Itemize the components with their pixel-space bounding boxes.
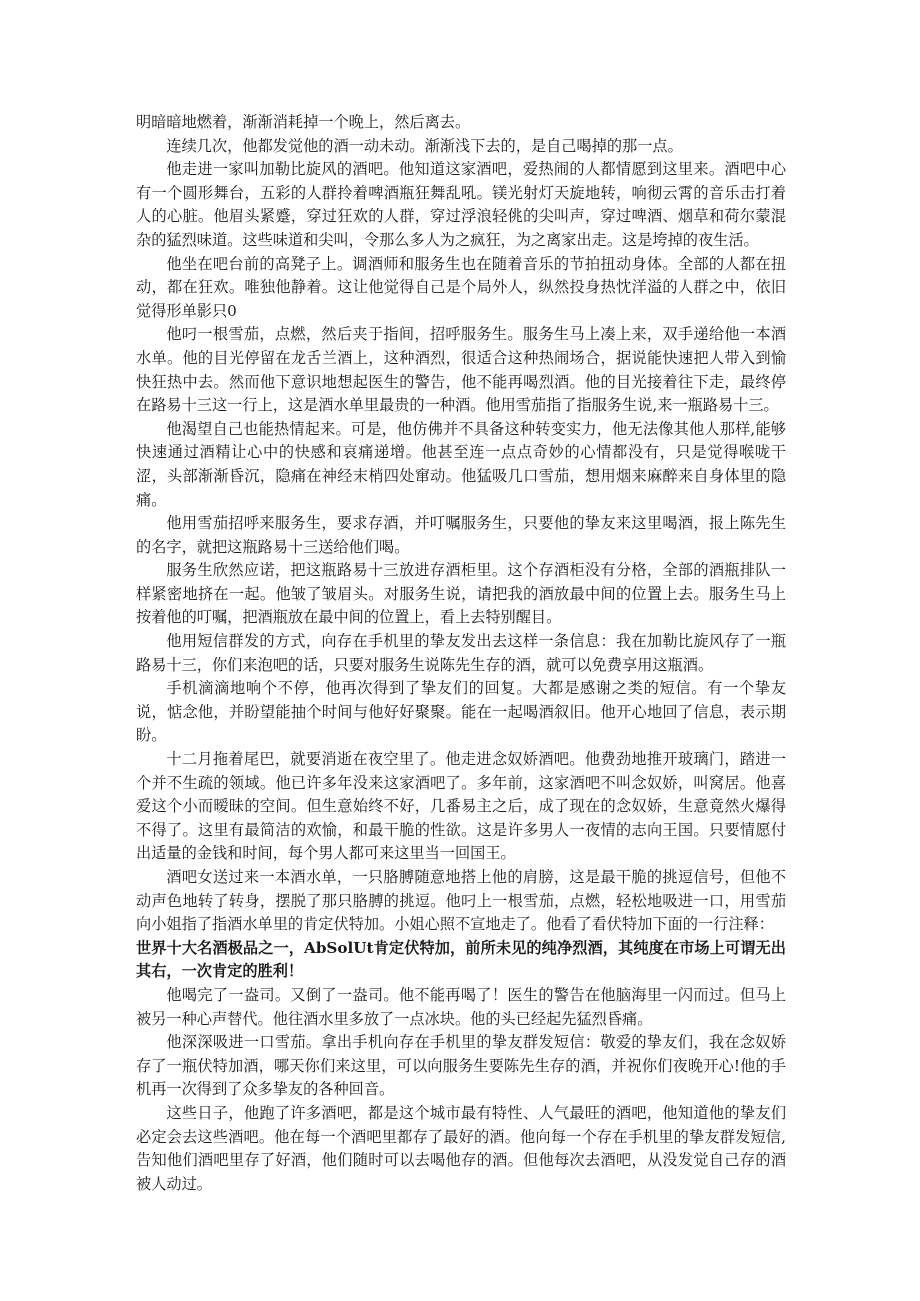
paragraph-3: 他走进一家叫加勒比旋风的酒吧。他知道这家酒吧，爱热闹的人都情愿到这里来。酒吧中心有一个圆形舞台，五彩的人群拎着啤酒瓶狂舞乱吼。镁光射灯天旋地转，响彻云霄的音乐击打着人的心脏。他眉头紧蹙，穿过狂欢的人群，穿过浮浪轻佻的尖叫声，穿过啤酒、烟草和荷尔蒙混杂的猛烈味道。这些味道和尖叫，令那么多人为之疯狂，为之离家出走。这是垮掉的夜生活。 (136, 160, 786, 249)
paragraph-16: 这些日子，他跑了许多酒吧，都是这个城市最有特性、人气最旺的酒吧，他知道他的挚友们必定会去这些酒吧。他在每一个酒吧里都存了最好的酒。他向每一个存在手机里的挚友群发短信,告知他们酒吧里存了好酒，他们随时可以去喝他存的酒。但他每次去酒吧，从没发觉自己存的酒被人动过。 (136, 1103, 786, 1193)
paragraph-9: 他用短信群发的方式，向存在手机里的挚友发出去这样一条信息：我在加勒比旋风存了一瓶路易十三，你们来泡吧的话，只要对服务生说陈先生存的酒，就可以免费享用这瓶酒。 (136, 632, 786, 674)
paragraph-14: 他喝完了一盎司。又倒了一盎司。他不能再喝了！医生的警告在他脑海里一闪而过。但马上被另一种心声替代。他往酒水里多放了一点冰块。他的头已经起先猛烈昏痛。 (136, 985, 786, 1028)
paragraph-2: 连续几次，他都发觉他的酒一动未动。渐渐浅下去的，是自己喝掉的那一点。 (166, 136, 683, 155)
paragraph-4: 他坐在吧台前的高凳子上。调酒师和服务生也在随着音乐的节拍扭动身体。全部的人都在扭动，都在狂欢。唯独他静着。这让他觉得自己是个局外人，纵然投身热忱洋溢的人群之中，依旧觉得形单影只0 (136, 254, 786, 320)
paragraph-7: 他用雪茄招呼来服务生，要求存酒，并叮嘱服务生，只要他的挚友来这里喝酒，报上陈先生的名字，就把这瓶路易十三送给他们喝。 (136, 514, 786, 556)
paragraph-8: 服务生欣然应诺，把这瓶路易十三放进存酒柜里。这个存酒柜没有分格，全部的酒瓶排队一样紧密地挤在一起。他皱了皱眉头。对服务生说，请把我的酒放最中间的位置上去。服务生马上按着他的叮嘱，把酒瓶放在最中间的位置上，看上去特别醒目。 (136, 561, 786, 627)
paragraph-15: 他深深吸进一口雪茄。拿出手机向存在手机里的挚友群发短信：敬爱的挚友们，我在念奴娇存了一瓶伏特加酒，哪天你们来这里，可以向服务生要陈先生存的酒，并祝你们夜晚开心!他的手机再一次得到了众多挚友的各种回音。 (136, 1033, 786, 1099)
paragraph-13-annotation: 世界十大名酒极品之一，AbSolUt肯定伏特加，前所未见的纯净烈酒，其纯度在市场上可谓无出其右，一次肯定的胜利！ (136, 938, 786, 981)
paragraph-1: 明暗暗地燃着，渐渐消耗掉一个晚上，然后离去。 (136, 113, 471, 131)
paragraph-5: 他叼一根雪茄，点燃，然后夹于指间，招呼服务生。服务生马上凑上来，双手递给他一本酒水单。他的目光停留在龙舌兰酒上，这种酒烈，很适合这种热闹场合，据说能快速把人带入到愉快狂热中去。然而他下意识地想起医生的警告，他不能再喝烈酒。他的目光接着往下走，最终停在路易十三这一行上，这是酒水单里最贵的一种酒。他用雪茄指了指服务生说,来一瓶路易十三。 (136, 325, 786, 415)
paragraph-10: 手机滴滴地响个不停，他再次得到了挚友们的回复。大都是感谢之类的短信。有一个挚友说，惦念他，并盼望能抽个时间与他好好聚聚。能在一起喝酒叙旧。他开心地回了信息，表示期盼。 (136, 679, 786, 745)
paragraph-12: 酒吧女送过来一本酒水单，一只胳膊随意地搭上他的肩膀，这是最干脆的挑逗信号，但他不动声色地转了转身，摆脱了那只胳膊的挑逗。他叼上一根雪茄，点燃，轻松地吸进一口，用雪茄向小姐指了指酒水单里的肯定伏特加。小姐心照不宣地走了。他看了看伏特加下面的一行注释： (136, 868, 786, 934)
document-body (136, 111, 786, 1196)
paragraph-6: 他渴望自己也能热情起来。可是，他仿佛并不具备这种转变实力，他无法像其他人那样,能够快速通过酒精让心中的快感和哀痛递增。他甚至连一点点奇妙的心情都没有，只是觉得喉咙干涩，头部渐渐昏沉，隐痛在神经末梢四处窜动。他猛吸几口雪茄，想用烟来麻醉来自身体里的隐痛。 (136, 419, 786, 509)
paragraph-11: 十二月拖着尾巴，就要消逝在夜空里了。他走进念奴娇酒吧。他费劲地推开玻璃门，踏进一个并不生疏的领域。他已许多年没来这家酒吧了。多年前，这家酒吧不叫念奴娇，叫窝居。他喜爱这个小而暧昧的空间。但生意始终不好，几番易主之后，成了现在的念奴娇，生意竟然火爆得不得了。这里有最简洁的欢愉，和最干脆的性欲。这是许多男人一夜情的志向王国。只要情愿付出适量的金钱和时间，每个男人都可来这里当一回国王。 (136, 750, 786, 863)
